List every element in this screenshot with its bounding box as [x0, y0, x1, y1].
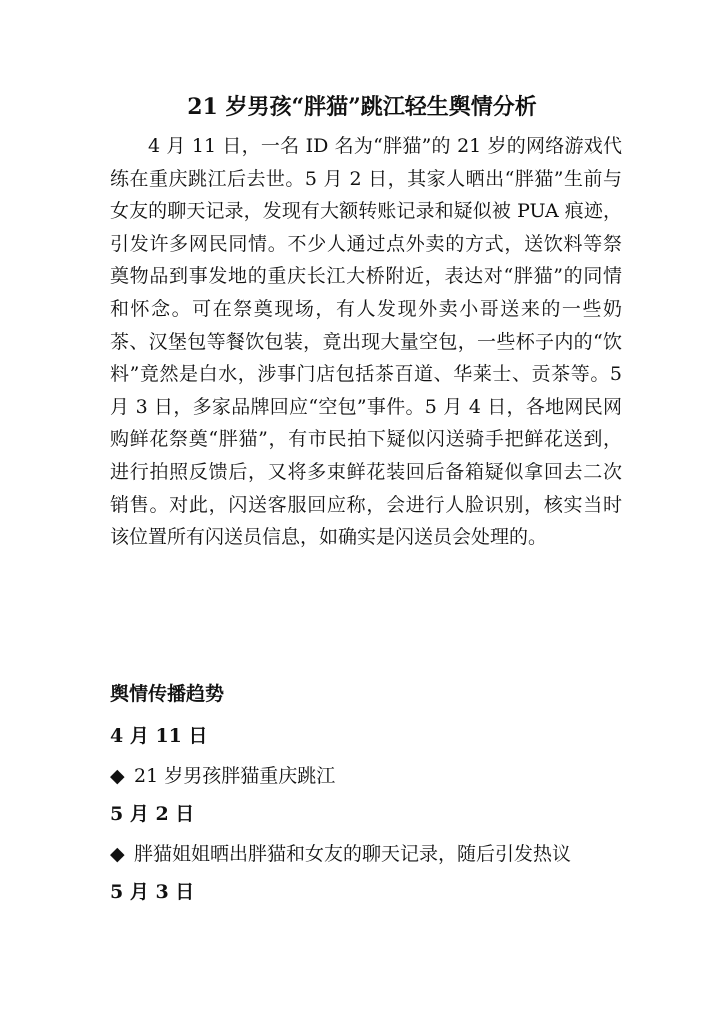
timeline-date: 5 月 3 日 — [110, 881, 195, 903]
document-title: 21 岁男孩“胖猫”跳江轻生舆情分析 — [187, 94, 537, 120]
section-heading: 舆情传播趋势 — [110, 683, 225, 705]
diamond-bullet-icon: ◆ — [110, 765, 125, 787]
diamond-bullet-icon: ◆ — [110, 843, 125, 865]
timeline-event-text: 胖猫姐姐晒出胖猫和女友的聊天记录，随后引发热议 — [134, 843, 572, 865]
timeline-event — [110, 840, 571, 868]
timeline-event-text: 21 岁男孩胖猫重庆跳江 — [134, 765, 336, 787]
timeline-date: 4 月 11 日 — [110, 725, 208, 747]
timeline-date: 5 月 2 日 — [110, 803, 195, 825]
body-paragraph: 4 月 11 日，一名 ID 名为“胖猫”的 21 岁的网络游戏代练在重庆跳江后去世。5 月 2 日，其家人晒出“胖猫”生前与女友的聊天记录，发现有大额转账记录和疑似被 PUA 痕迹，引发许多网民同情。不少人通过点外卖的方式，送饮料等祭奠物品到事发地的重庆长江大桥附近，表达对“胖猫”的同情和怀念。可在祭奠现场，有人发现外卖小哥送来的一些奶茶、汉堡包等餐饮包装，竟出现大量空包，一些杯子内的“饮料”竟然是白水，涉事门店包括茶百道、华莱士、贡茶等。5 月 3 日，多家品牌回应“空包”事件。5 月 4 日，各地网民网购鲜花祭奠“胖猫”，有市民拍下疑似闪送骑手把鲜花送到，进行拍照反馈后，又将多束鲜花装回后备箱疑似拿回去二次销售。对此，闪送客服回应称，会进行人脸识别，核实当时该位置所有闪送员信息，如确实是闪送员会处理的。 — [110, 135, 622, 549]
timeline-event — [110, 762, 335, 790]
